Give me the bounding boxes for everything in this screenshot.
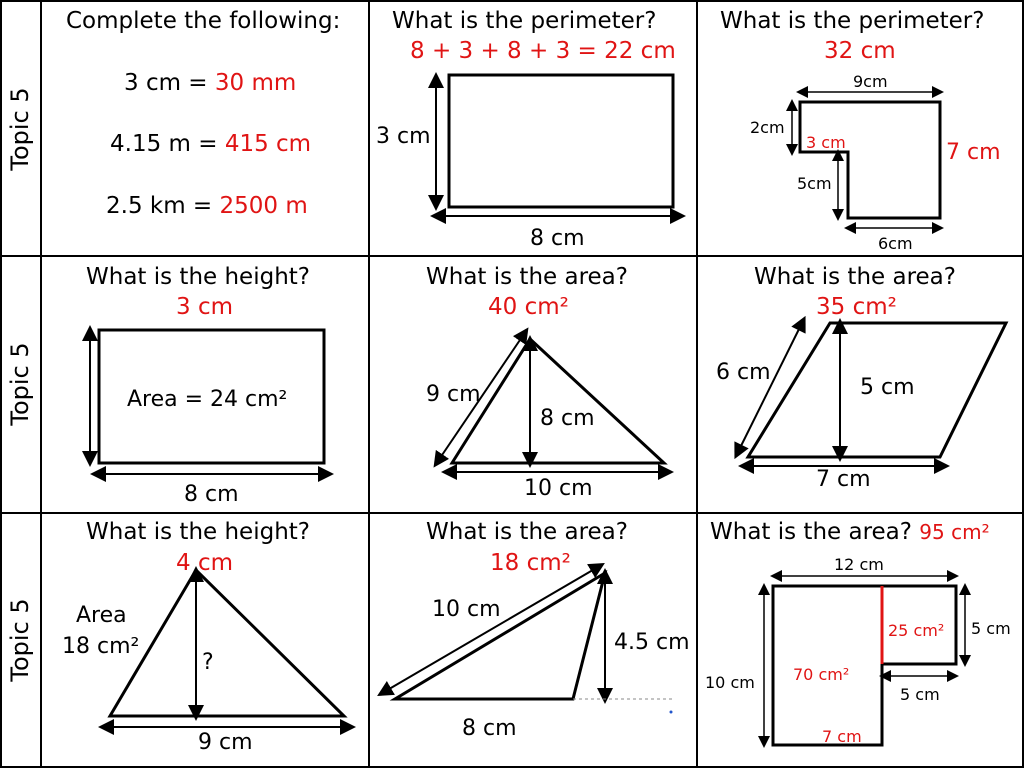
r1c1-conversion-3 [106,193,308,219]
r3c2-question: What is the area? [426,519,628,545]
r3c3-question: What is the area? [710,519,912,545]
r2c1-area-text: Area = 24 cm² [127,387,288,412]
r3c3-region-large: 70 cm² [793,665,850,684]
topic-label-row3: Topic 5 [6,598,34,682]
r1c2-question: What is the perimeter? [392,8,657,34]
r2c3-answer: 35 cm² [816,294,897,320]
r3c3-bottom-label: 7 cm [822,727,862,746]
r1c3-top-label: 9cm [853,72,888,91]
r3c1-area-value: 18 cm² [62,634,140,659]
r1c1-conversion-1 [124,70,296,96]
r2c2-answer: 40 cm² [488,294,569,320]
r1c1-conversion-1-prefix: 3 cm = [124,70,215,96]
r3c1-area-word: Area [76,603,127,628]
r2c2-slant-label: 9 cm [426,382,481,407]
r1c2-side-label: 3 cm [376,124,431,149]
r1c2-answer: 8 + 3 + 8 + 3 = 22 cm [410,38,676,64]
r3c3-left-label: 10 cm [705,673,755,692]
r2c3-base-label: 7 cm [816,467,871,492]
r1c1-conversion-2-answer: 415 cm [224,131,312,157]
r2c1-bottom-label: 8 cm [184,482,239,507]
r3c3-right-label: 5 cm [971,619,1011,638]
r1c3-question: What is the perimeter? [720,8,985,34]
r3c3-composite-shape [764,576,965,745]
r3c2-answer: 18 cm² [490,550,571,576]
r1c3-inner-red-label: 3 cm [806,133,846,152]
r1c1-conversion-2 [110,131,311,157]
topic-label-row2: Topic 5 [6,342,34,426]
r1c3-l-shape [792,92,940,228]
r1c2-bottom-label: 8 cm [530,226,585,251]
r1c1-conversion-2-prefix: 4.15 m = [110,131,225,157]
r2c1-question: What is the height? [86,264,311,290]
r1c3-right-red-label: 7 cm [946,140,1001,165]
r1c3-bottom-label: 6cm [878,234,913,253]
r3c2-base-label: 8 cm [462,716,517,741]
r3c1-unknown: ? [202,650,214,675]
r3c3-inner-step-label: 5 cm [900,685,940,704]
r3c2-slant-label: 10 cm [432,597,501,622]
r3c3-question-line [710,519,990,545]
r2c3-question: What is the area? [754,264,956,290]
r1c3-left-mid-label: 5cm [797,174,832,193]
r1c1-conversion-3-answer: 2500 m [219,193,308,219]
r2c3-height-label: 5 cm [860,375,915,400]
r1c3-left-top-label: 2cm [750,118,785,137]
r1c1-conversion-1-answer: 30 mm [214,70,297,96]
r2c2-base-label: 10 cm [524,476,593,501]
r2c1-answer: 3 cm [176,294,233,320]
r2c3-slant-label: 6 cm [716,360,771,385]
r1c1-conversion-3-prefix: 2.5 km = [106,193,220,219]
r3c2-height-label: 4.5 cm [614,630,690,655]
r3c3-region-small: 25 cm² [888,621,945,640]
r3c1-answer: 4 cm [176,550,233,576]
r1c1-question: Complete the following: [66,8,341,34]
r3c1-triangle [106,570,348,727]
r3c1-question: What is the height? [86,519,311,545]
r3c3-top-label: 12 cm [834,555,884,574]
r2c2-question: What is the area? [426,264,628,290]
topic-label-row1: Topic 5 [6,87,34,171]
r1c2-rectangle [436,75,678,216]
r3c3-answer: 95 cm² [919,520,990,544]
r2c2-height-label: 8 cm [540,406,595,431]
r1c3-answer: 32 cm [824,38,896,64]
r3c1-base-label: 9 cm [198,730,253,755]
